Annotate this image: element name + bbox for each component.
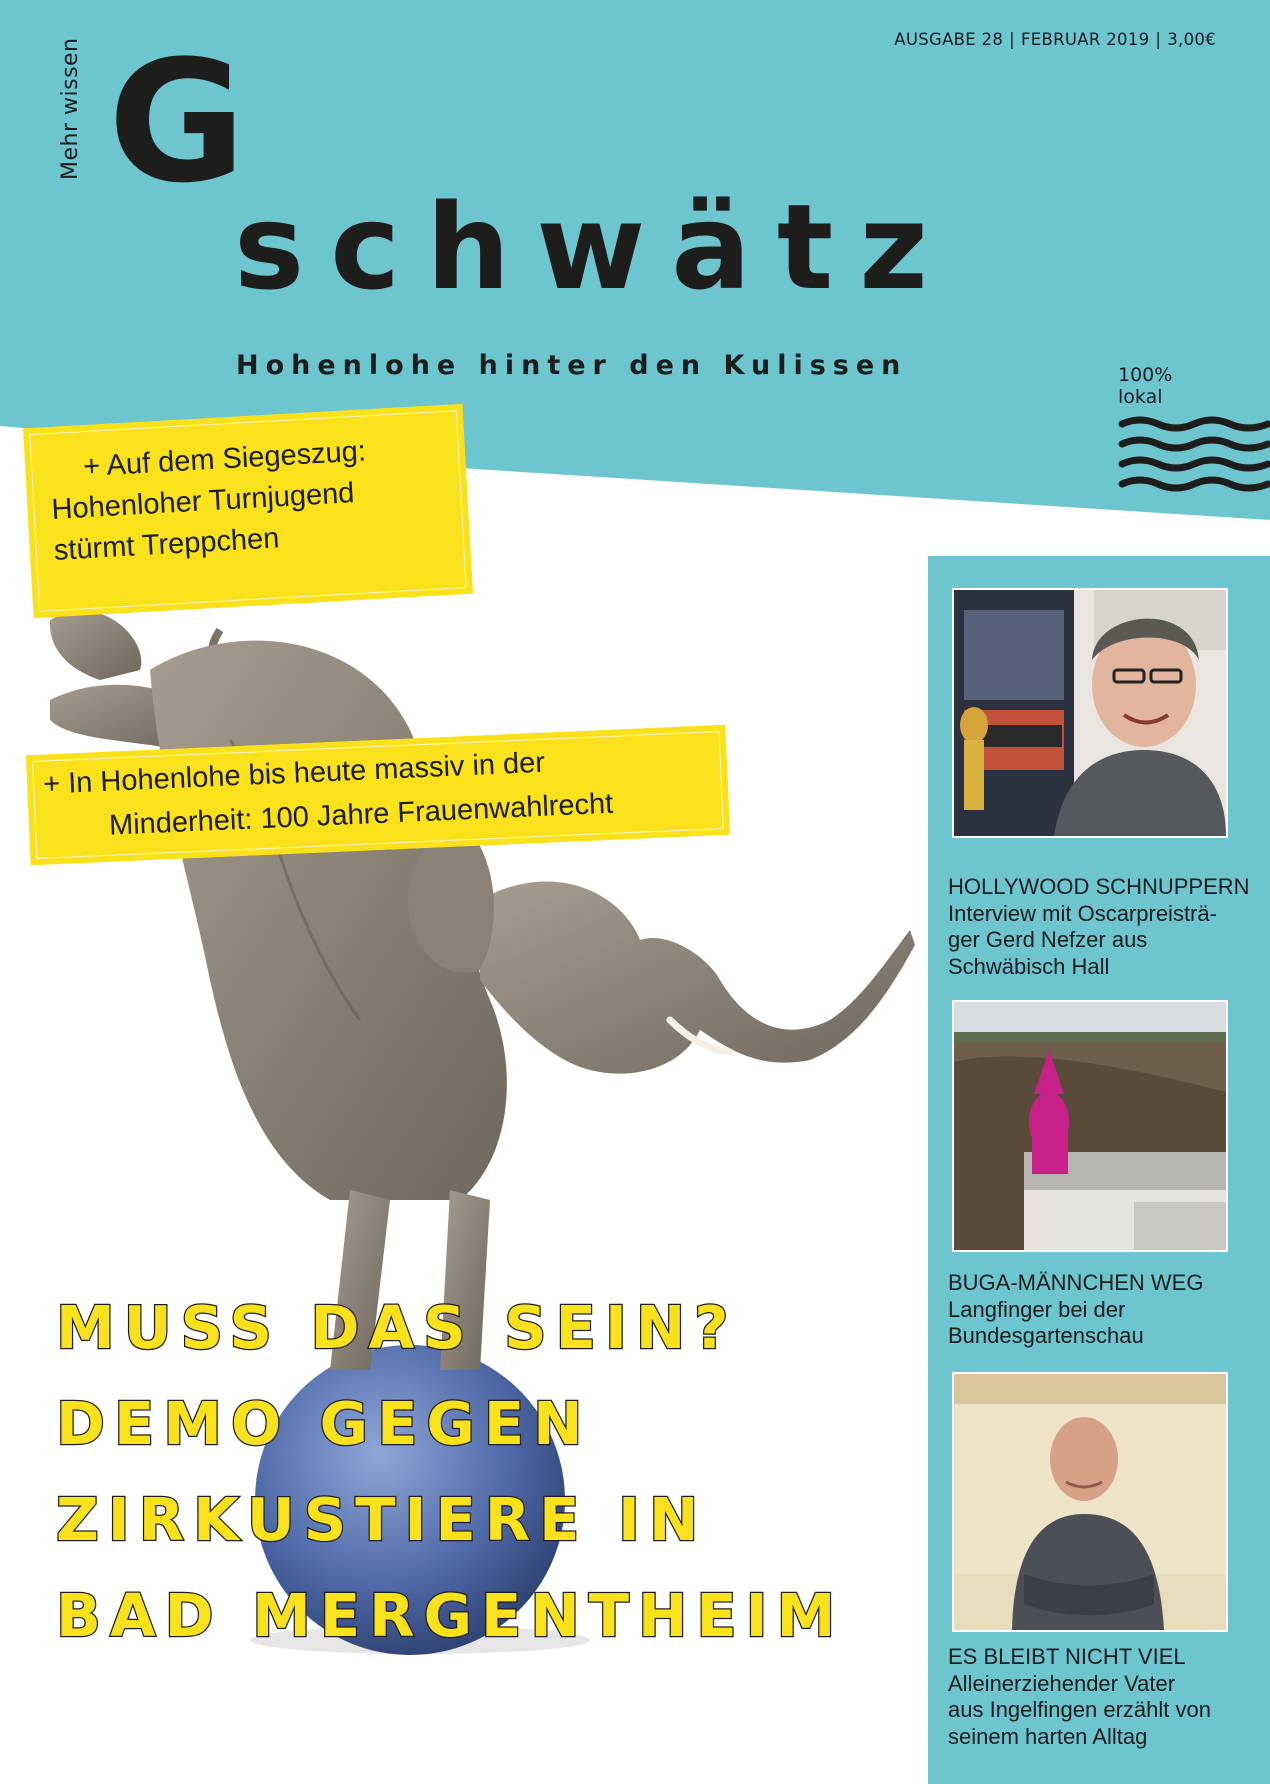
teaser-text: seinem harten Alltag xyxy=(948,1723,1148,1749)
teaser-caption-father xyxy=(948,1644,1211,1750)
local-badge-percent: 100% xyxy=(1118,364,1173,386)
headline-line: ZIRKUSTIERE IN xyxy=(56,1485,708,1554)
local-badge-label: lokal xyxy=(1118,386,1163,408)
teaser-line: + Auf dem Siegeszug: xyxy=(82,435,367,484)
teaser-text: Schwäbisch Hall xyxy=(948,953,1110,979)
teaser-text: Bundesgartenschau xyxy=(948,1323,1144,1348)
logo-word: schwätz xyxy=(234,178,954,316)
local-badge xyxy=(1118,364,1172,408)
photo-buga-gnome xyxy=(952,1000,1228,1252)
sidebar-teasers xyxy=(928,556,1270,1784)
teaser-text: Interview mit Oscarpreisträ- xyxy=(948,900,1217,926)
teaser-line: stürmt Treppchen xyxy=(53,522,281,567)
teaser-kicker: BUGA-MÄNNCHEN WEG xyxy=(948,1270,1204,1295)
subtitle: Hohenlohe hinter den Kulissen xyxy=(236,350,908,381)
cover-headline xyxy=(56,1280,844,1664)
photo-single-father xyxy=(952,1372,1228,1632)
logo-initial: G xyxy=(108,24,246,220)
teaser-line: Hohenloher Turnjugend xyxy=(50,477,356,526)
teaser-kicker: ES BLEIBT NICHT VIEL xyxy=(948,1644,1186,1669)
teaser-kicker: HOLLYWOOD SCHNUPPERN xyxy=(948,874,1250,899)
teaser-text: aus Ingelfingen erzählt von xyxy=(948,1697,1211,1722)
teaser-line: Minderheit: 100 Jahre Frauenwahlrecht xyxy=(108,787,614,842)
headline-line: BAD MERGENTHEIM xyxy=(56,1581,845,1650)
issue-price: 3,00€ xyxy=(1167,30,1216,49)
issue-info: AUSGABE 28 | FEBRUAR 2019 | 3,00€ xyxy=(894,30,1216,49)
issue-date: FEBRUAR 2019 xyxy=(1021,30,1150,49)
photo-oscar-winner xyxy=(952,588,1228,838)
teaser-line: + In Hohenlohe bis heute massiv in der xyxy=(42,746,546,801)
issue-number: AUSGABE 28 xyxy=(894,30,1004,49)
teaser-text: Langfinger bei der xyxy=(948,1296,1126,1322)
waves-icon xyxy=(1118,414,1270,500)
teaser-text: Alleinerziehender Vater xyxy=(948,1670,1176,1696)
teaser-caption-buga xyxy=(948,1270,1203,1350)
teaser-caption-hollywood xyxy=(948,874,1250,980)
teaser-text: ger Gerd Nefzer aus xyxy=(948,927,1148,952)
headline-line: MUSS DAS SEIN? xyxy=(56,1293,738,1362)
headline-line: DEMO GEGEN xyxy=(56,1389,592,1458)
teaser-banner-gymnastics xyxy=(23,404,473,618)
tagline-vertical: Mehr wissen xyxy=(58,37,83,180)
